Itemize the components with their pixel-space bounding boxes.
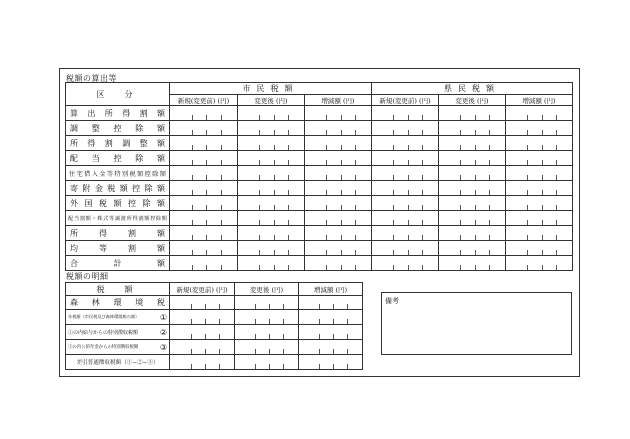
amount-cell[interactable] [235, 340, 299, 355]
amount-cell[interactable] [506, 241, 573, 256]
detail-header: 税 額 [66, 283, 170, 296]
amount-cell[interactable] [506, 136, 573, 151]
amount-cell[interactable] [506, 166, 573, 181]
amount-cell[interactable] [506, 151, 573, 166]
amount-cell[interactable] [439, 136, 506, 151]
amount-cell[interactable] [439, 241, 506, 256]
amount-cell[interactable] [238, 121, 305, 136]
amount-cell[interactable] [170, 226, 238, 241]
amount-cell[interactable] [305, 166, 372, 181]
amount-cell[interactable] [372, 226, 439, 241]
amount-cell[interactable] [305, 211, 372, 226]
col-header-diff: 増減額 (円) [305, 95, 372, 106]
amount-cell[interactable] [235, 325, 299, 340]
row-label: ①の内公的年金からの特別徴収税額 [68, 345, 139, 350]
amount-cell[interactable] [170, 181, 238, 196]
amount-cell[interactable] [238, 166, 305, 181]
amount-cell[interactable] [238, 136, 305, 151]
amount-cell[interactable] [439, 196, 506, 211]
col-header-before: 新規(変更前) (円) [170, 283, 235, 296]
amount-cell[interactable] [170, 310, 235, 325]
amount-cell[interactable] [305, 196, 372, 211]
amount-cell[interactable] [305, 136, 372, 151]
amount-cell[interactable] [170, 151, 238, 166]
row-label: 調整控除額 [66, 121, 170, 136]
mark-1: ① [159, 312, 167, 322]
amount-cell[interactable] [238, 226, 305, 241]
mark-3: ③ [159, 342, 167, 352]
memo-label: 備考 [385, 297, 399, 305]
amount-cell[interactable] [506, 181, 573, 196]
amount-cell[interactable] [235, 355, 299, 370]
amount-cell[interactable] [305, 151, 372, 166]
city-tax-header: 市民税額 [170, 83, 372, 95]
tax-calc-table [65, 82, 573, 271]
amount-cell[interactable] [299, 296, 363, 310]
amount-cell[interactable] [372, 181, 439, 196]
amount-cell[interactable] [372, 211, 439, 226]
amount-cell[interactable] [235, 296, 299, 310]
amount-cell[interactable] [305, 106, 372, 121]
amount-cell[interactable] [170, 166, 238, 181]
amount-cell[interactable] [439, 121, 506, 136]
amount-cell[interactable] [506, 211, 573, 226]
row-label: 均等割額 [66, 241, 170, 256]
row-label: 所得割調整額 [66, 136, 170, 151]
amount-cell[interactable] [372, 151, 439, 166]
amount-cell[interactable] [506, 106, 573, 121]
amount-cell[interactable] [170, 196, 238, 211]
amount-cell[interactable] [238, 106, 305, 121]
row-label: 森林環境税 [66, 296, 170, 310]
row-label: 住宅借入金等特別税額控除額 [66, 166, 170, 181]
amount-cell[interactable] [439, 166, 506, 181]
amount-cell[interactable] [372, 166, 439, 181]
col-header-diff: 増減額 (円) [299, 283, 363, 296]
amount-cell[interactable] [238, 181, 305, 196]
row-label: 配当控除額 [66, 151, 170, 166]
amount-cell[interactable] [238, 151, 305, 166]
col-header-before: 新規(変更前) (円) [170, 95, 238, 106]
amount-cell[interactable] [372, 106, 439, 121]
amount-cell[interactable] [305, 241, 372, 256]
amount-cell[interactable] [439, 151, 506, 166]
amount-cell[interactable] [439, 211, 506, 226]
amount-cell[interactable] [170, 211, 238, 226]
amount-cell[interactable] [299, 355, 363, 370]
amount-cell[interactable] [439, 226, 506, 241]
section-title-detail: 税額の明細 [66, 272, 109, 281]
pref-tax-header: 県民税額 [372, 83, 573, 95]
amount-cell[interactable] [238, 241, 305, 256]
col-header-after: 変更後 (円) [235, 283, 299, 296]
amount-cell[interactable] [170, 136, 238, 151]
amount-cell[interactable] [170, 121, 238, 136]
amount-cell[interactable] [170, 325, 235, 340]
amount-cell[interactable] [238, 196, 305, 211]
tax-detail-table [65, 282, 363, 370]
row-label: 所得割額 [66, 226, 170, 241]
amount-cell[interactable] [170, 241, 238, 256]
amount-cell[interactable] [235, 310, 299, 325]
row-label-cell [66, 340, 170, 355]
row-label: 合計額 [66, 256, 170, 271]
amount-cell[interactable] [372, 241, 439, 256]
kubun-header: 区 分 [66, 83, 170, 106]
row-label: ①の内給与からの特別徴収税額 [68, 329, 139, 336]
amount-cell[interactable] [170, 106, 238, 121]
row-label: 配当割額・株式等譲渡所得割額控除額 [66, 211, 170, 226]
col-header-after: 変更後 (円) [439, 95, 506, 106]
section-title-calc: 税額の算出等 [66, 74, 117, 83]
row-label: 年税額（市民税及び森林環境税の額） [68, 314, 140, 319]
col-header-after: 変更後 (円) [238, 95, 305, 106]
memo-box[interactable] [381, 292, 572, 355]
amount-cell[interactable] [439, 181, 506, 196]
row-label-cell [66, 325, 170, 340]
amount-cell[interactable] [238, 256, 305, 271]
amount-cell[interactable] [305, 256, 372, 271]
row-label: 外国税額控除額 [66, 196, 170, 211]
col-header-before: 新規(変更前) (円) [372, 95, 439, 106]
row-label: 寄附金税額控除額 [66, 181, 170, 196]
amount-cell[interactable] [299, 340, 363, 355]
amount-cell[interactable] [439, 256, 506, 271]
amount-cell[interactable] [170, 296, 235, 310]
amount-cell[interactable] [372, 196, 439, 211]
amount-cell[interactable] [506, 226, 573, 241]
col-header-diff: 増減額 (円) [506, 95, 573, 106]
amount-cell[interactable] [506, 121, 573, 136]
amount-cell[interactable] [372, 121, 439, 136]
amount-cell[interactable] [305, 226, 372, 241]
mark-2: ② [159, 327, 167, 337]
amount-cell[interactable] [170, 256, 238, 271]
amount-cell[interactable] [170, 340, 235, 355]
row-label: 算出所得割額 [66, 106, 170, 121]
amount-cell[interactable] [439, 106, 506, 121]
amount-cell[interactable] [305, 121, 372, 136]
amount-cell[interactable] [299, 310, 363, 325]
amount-cell[interactable] [506, 256, 573, 271]
row-label-cell [66, 310, 170, 325]
amount-cell[interactable] [170, 355, 235, 370]
amount-cell[interactable] [372, 256, 439, 271]
row-label: 差引普通徴収税額（①−②−③） [66, 355, 170, 370]
amount-cell[interactable] [299, 325, 363, 340]
amount-cell[interactable] [372, 136, 439, 151]
amount-cell[interactable] [305, 181, 372, 196]
amount-cell[interactable] [506, 196, 573, 211]
amount-cell[interactable] [238, 211, 305, 226]
